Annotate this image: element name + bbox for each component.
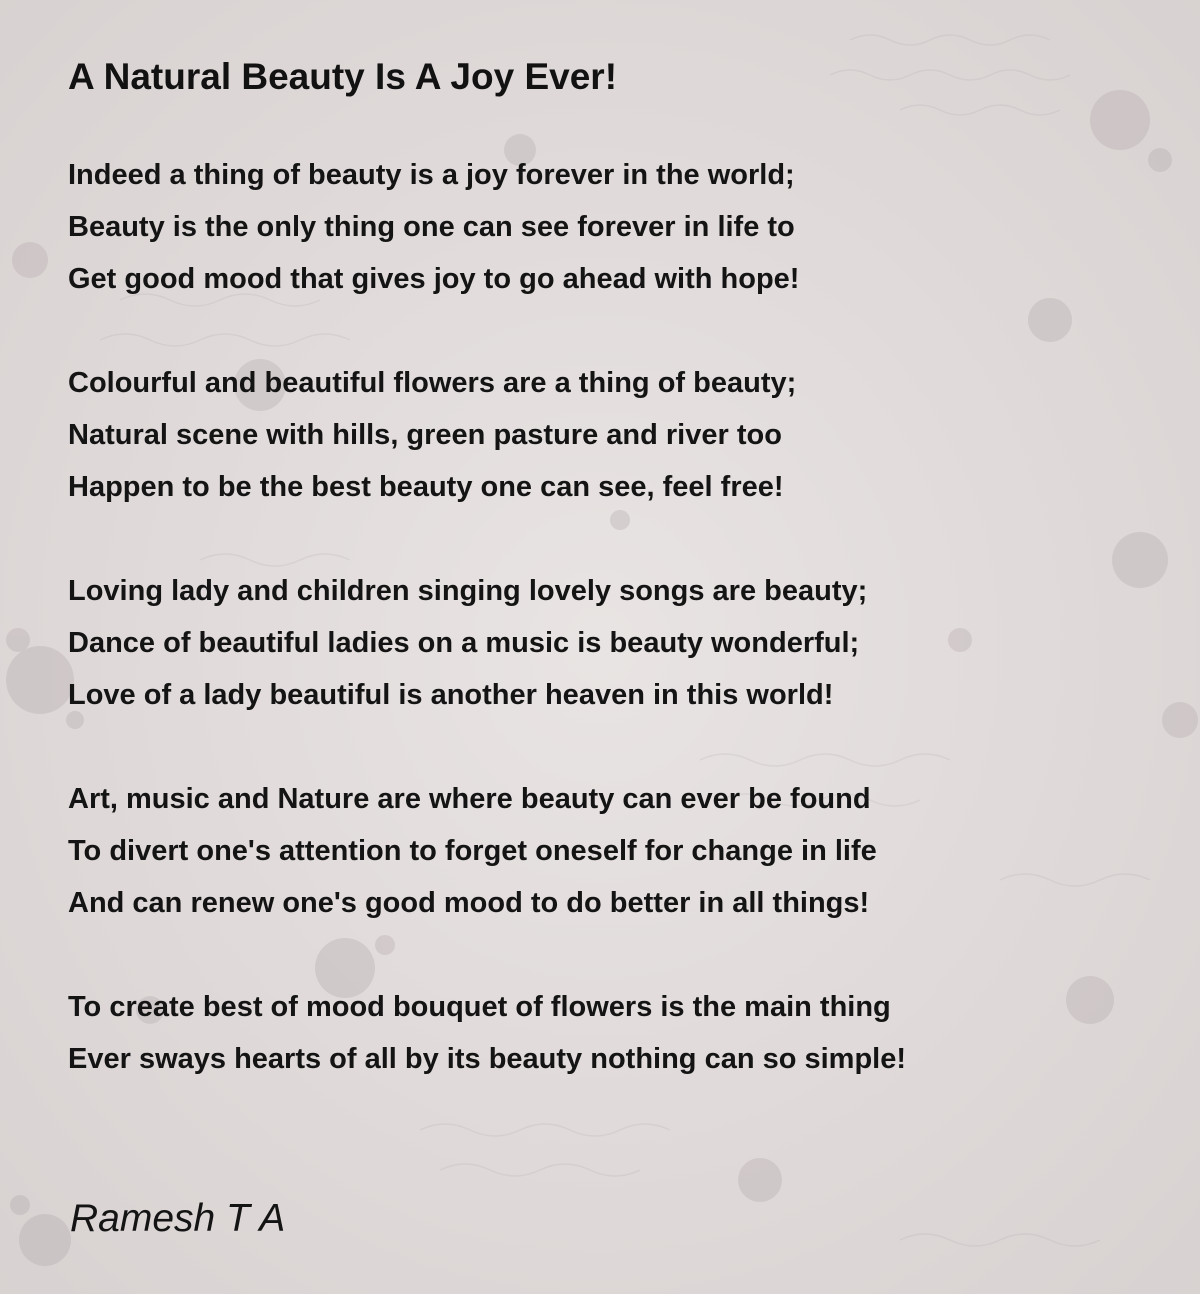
poem-line: Colourful and beautiful flowers are a thing of beauty;: [68, 367, 797, 399]
stanza-1: [68, 149, 1168, 305]
stanza-4: [68, 773, 1168, 929]
poem-line: Art, music and Nature are where beauty can ever be found: [68, 783, 871, 815]
poem-line: To divert one's attention to forget oneself for change in life: [68, 835, 877, 867]
poem-line: Love of a lady beautiful is another heaven in this world!: [68, 679, 834, 711]
poem-author: Ramesh T A: [70, 1197, 286, 1240]
poem-title: A Natural Beauty Is A Joy Ever!: [68, 56, 618, 97]
stanza-5: [68, 981, 1168, 1085]
poem-line: And can renew one's good mood to do better in all things!: [68, 887, 870, 919]
poem-line: Get good mood that gives joy to go ahead with hope!: [68, 263, 800, 295]
poem-line: Happen to be the best beauty one can see, feel free!: [68, 471, 784, 503]
poem-line: Loving lady and children singing lovely songs are beauty;: [68, 575, 868, 607]
poem-line: Natural scene with hills, green pasture and river too: [68, 419, 782, 451]
poem-line: Dance of beautiful ladies on a music is beauty wonderful;: [68, 627, 860, 659]
stanza-2: [68, 357, 1168, 513]
poem-line: Indeed a thing of beauty is a joy forever in the world;: [68, 159, 795, 191]
stanza-3: [68, 565, 1168, 721]
poem-body: [68, 149, 1168, 1137]
poem-line: Ever sways hearts of all by its beauty nothing can so simple!: [68, 1043, 907, 1075]
poem-line: To create best of mood bouquet of flowers is the main thing: [68, 991, 891, 1023]
poem-line: Beauty is the only thing one can see forever in life to: [68, 211, 795, 243]
